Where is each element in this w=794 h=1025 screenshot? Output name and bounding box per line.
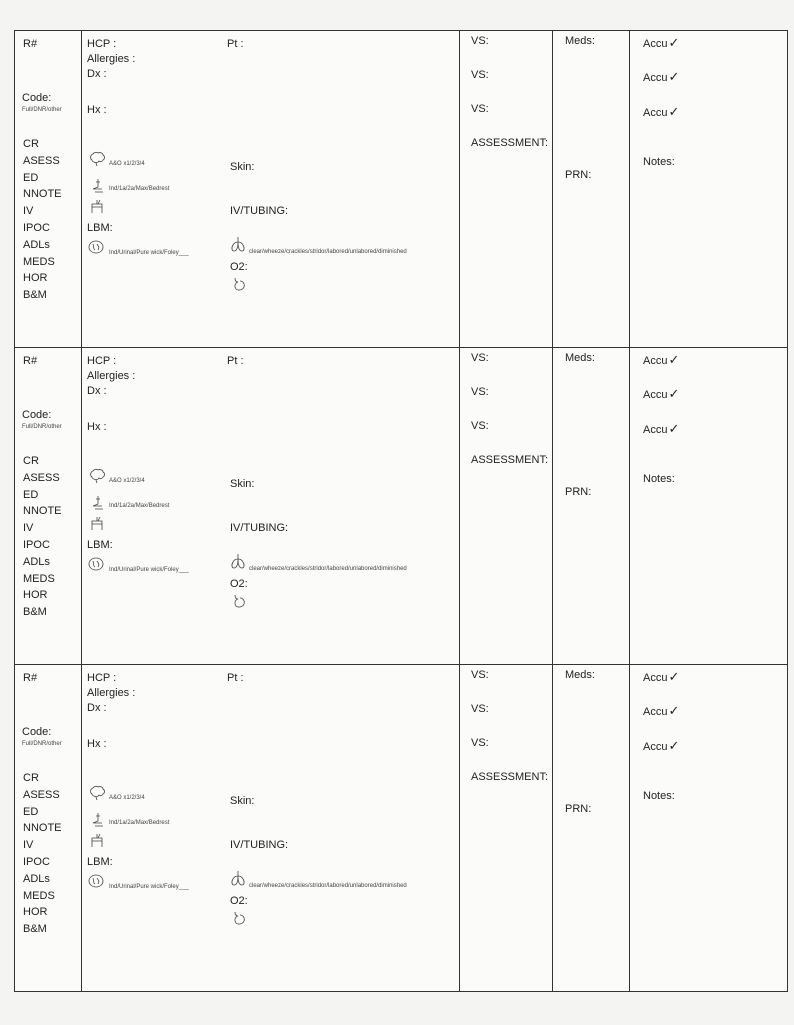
patient-block-1: [14, 30, 788, 348]
hx-label: Hx :: [87, 738, 107, 750]
lungs-icon: [229, 553, 247, 569]
room-label: R#: [23, 672, 38, 684]
patient-block-2: [14, 347, 788, 665]
bladder-icon: [87, 556, 105, 572]
meds-label: Meds:: [565, 669, 595, 681]
accu-label: Accu: [643, 72, 668, 84]
iv-tubing-label: IV/TUBING:: [230, 839, 289, 851]
walker-icon: [89, 832, 107, 848]
notes-label: Notes:: [643, 156, 675, 168]
lbm-label: LBM:: [87, 539, 113, 551]
task-item: IV: [23, 522, 34, 535]
vs-label-3: VS:: [471, 103, 489, 115]
code-options: Full/DNR/other: [22, 107, 62, 113]
accu-label: Accu: [643, 424, 668, 436]
column-divider: [552, 31, 553, 347]
accu-label: Accu: [643, 38, 668, 50]
lung-sounds-scale: clear/wheeze/crackles/stridor/labored/unlabored/diminished: [249, 566, 407, 572]
checkmark-icon: ✓: [668, 352, 680, 367]
task-list: [23, 770, 62, 938]
dx-label: Dx :: [87, 385, 107, 397]
activity-scale: Ind/1a/2a/Max/Bedrest: [109, 820, 170, 826]
accu-label: Accu: [643, 389, 668, 401]
patient-report-sheet: [14, 30, 788, 992]
task-list: [23, 136, 62, 304]
ao-scale: A&O x1/2/3/4: [109, 795, 145, 801]
assessment-label: ASSESSMENT:: [471, 137, 549, 149]
task-item: IV: [23, 205, 34, 218]
accu-check-1: [643, 669, 679, 685]
task-item: IPOC: [23, 221, 50, 234]
checkmark-icon: ✓: [668, 104, 680, 119]
walker-icon: [89, 515, 107, 531]
prn-label: PRN:: [565, 486, 592, 498]
hx-label: Hx :: [87, 421, 107, 433]
iv-tubing-label: IV/TUBING:: [230, 522, 289, 534]
task-item: MEDS: [23, 889, 55, 902]
accu-check-3: [643, 104, 679, 120]
accu-check-1: [643, 35, 679, 51]
prn-label: PRN:: [565, 803, 592, 815]
task-item: ASESS: [23, 471, 60, 484]
bladder-icon: [87, 873, 105, 889]
pt-label: Pt :: [227, 672, 244, 684]
room-label: R#: [23, 355, 38, 367]
activity-scale: Ind/1a/2a/Max/Bedrest: [109, 186, 170, 192]
task-item: ASESS: [23, 154, 60, 167]
task-item: MEDS: [23, 572, 55, 585]
task-list: [23, 453, 62, 621]
notes-label: Notes:: [643, 473, 675, 485]
hcp-label: HCP :: [87, 38, 117, 50]
task-item: ADLs: [23, 555, 50, 568]
task-item: NNOTE: [23, 188, 62, 201]
assessment-label: ASSESSMENT:: [471, 454, 549, 466]
allergies-label: Allergies :: [87, 687, 136, 699]
pt-label: Pt :: [227, 355, 244, 367]
task-item: B&M: [23, 923, 47, 936]
vs-label-3: VS:: [471, 420, 489, 432]
hcp-label: HCP :: [87, 672, 117, 684]
pt-label: Pt :: [227, 38, 244, 50]
task-item: NNOTE: [23, 505, 62, 518]
walker-icon: [89, 198, 107, 214]
column-divider: [629, 665, 630, 991]
vs-label-1: VS:: [471, 352, 489, 364]
stomach-icon: [230, 910, 248, 926]
meds-label: Meds:: [565, 35, 595, 47]
meds-label: Meds:: [565, 352, 595, 364]
code-options: Full/DNR/other: [22, 424, 62, 430]
column-divider: [81, 348, 82, 664]
stomach-icon: [230, 593, 248, 609]
checkmark-icon: ✓: [668, 703, 680, 718]
lbm-label: LBM:: [87, 222, 113, 234]
task-item: IV: [23, 839, 34, 852]
activity-scale: Ind/1a/2a/Max/Bedrest: [109, 503, 170, 509]
assessment-label: ASSESSMENT:: [471, 771, 549, 783]
iv-tubing-label: IV/TUBING:: [230, 205, 289, 217]
accu-check-3: [643, 738, 679, 754]
room-label: R#: [23, 38, 38, 50]
o2-label: O2:: [230, 261, 248, 273]
task-item: CR: [23, 455, 39, 467]
brain-icon: [89, 785, 107, 801]
ao-scale: A&O x1/2/3/4: [109, 478, 145, 484]
task-item: IPOC: [23, 538, 50, 551]
accu-label: Accu: [643, 672, 668, 684]
notes-label: Notes:: [643, 790, 675, 802]
task-item: IPOC: [23, 855, 50, 868]
task-item: HOR: [23, 906, 48, 919]
code-label: Code:: [22, 92, 52, 104]
task-item: HOR: [23, 589, 48, 602]
accu-check-2: [643, 69, 679, 85]
vs-label-2: VS:: [471, 386, 489, 398]
dx-label: Dx :: [87, 68, 107, 80]
skin-label: Skin:: [230, 161, 255, 173]
task-item: ADLs: [23, 238, 50, 251]
checkmark-icon: ✓: [668, 69, 680, 84]
activity-icon: [89, 178, 107, 194]
brain-icon: [89, 151, 107, 167]
lbm-label: LBM:: [87, 856, 113, 868]
task-item: CR: [23, 138, 39, 150]
task-item: ED: [23, 805, 39, 818]
hcp-label: HCP :: [87, 355, 117, 367]
column-divider: [459, 31, 460, 347]
column-divider: [459, 348, 460, 664]
task-item: HOR: [23, 272, 48, 285]
ao-scale: A&O x1/2/3/4: [109, 161, 145, 167]
vs-label-3: VS:: [471, 737, 489, 749]
accu-label: Accu: [643, 107, 668, 119]
prn-label: PRN:: [565, 169, 592, 181]
activity-icon: [89, 495, 107, 511]
task-item: ASESS: [23, 788, 60, 801]
task-item: ED: [23, 171, 39, 184]
allergies-label: Allergies :: [87, 370, 136, 382]
vs-label-1: VS:: [471, 35, 489, 47]
checkmark-icon: ✓: [668, 386, 680, 401]
column-divider: [552, 665, 553, 991]
column-divider: [81, 31, 82, 347]
code-label: Code:: [22, 726, 52, 738]
column-divider: [459, 665, 460, 991]
accu-check-3: [643, 421, 679, 437]
lungs-icon: [229, 870, 247, 886]
lung-sounds-scale: clear/wheeze/crackles/stridor/labored/unlabored/diminished: [249, 883, 407, 889]
activity-icon: [89, 812, 107, 828]
column-divider: [629, 31, 630, 347]
lung-sounds-scale: clear/wheeze/crackles/stridor/labored/unlabored/diminished: [249, 249, 407, 255]
accu-label: Accu: [643, 706, 668, 718]
accu-check-2: [643, 386, 679, 402]
checkmark-icon: ✓: [668, 35, 680, 50]
o2-label: O2:: [230, 895, 248, 907]
accu-check-2: [643, 703, 679, 719]
checkmark-icon: ✓: [668, 421, 680, 436]
checkmark-icon: ✓: [668, 669, 680, 684]
task-item: ADLs: [23, 872, 50, 885]
task-item: B&M: [23, 289, 47, 302]
task-item: ED: [23, 488, 39, 501]
column-divider: [552, 348, 553, 664]
dx-label: Dx :: [87, 702, 107, 714]
stomach-icon: [230, 276, 248, 292]
elimination-scale: Ind/Urinal/Pure wick/Foley___: [109, 567, 189, 573]
skin-label: Skin:: [230, 795, 255, 807]
elimination-scale: Ind/Urinal/Pure wick/Foley___: [109, 250, 189, 256]
accu-label: Accu: [643, 355, 668, 367]
o2-label: O2:: [230, 578, 248, 590]
vs-label-1: VS:: [471, 669, 489, 681]
task-item: NNOTE: [23, 822, 62, 835]
checkmark-icon: ✓: [668, 738, 680, 753]
bladder-icon: [87, 239, 105, 255]
elimination-scale: Ind/Urinal/Pure wick/Foley___: [109, 884, 189, 890]
task-item: CR: [23, 772, 39, 784]
skin-label: Skin:: [230, 478, 255, 490]
task-item: MEDS: [23, 255, 55, 268]
vs-label-2: VS:: [471, 69, 489, 81]
column-divider: [629, 348, 630, 664]
column-divider: [81, 665, 82, 991]
lungs-icon: [229, 236, 247, 252]
patient-block-3: [14, 664, 788, 992]
accu-label: Accu: [643, 741, 668, 753]
hx-label: Hx :: [87, 104, 107, 116]
code-options: Full/DNR/other: [22, 741, 62, 747]
allergies-label: Allergies :: [87, 53, 136, 65]
task-item: B&M: [23, 606, 47, 619]
brain-icon: [89, 468, 107, 484]
code-label: Code:: [22, 409, 52, 421]
vs-label-2: VS:: [471, 703, 489, 715]
accu-check-1: [643, 352, 679, 368]
